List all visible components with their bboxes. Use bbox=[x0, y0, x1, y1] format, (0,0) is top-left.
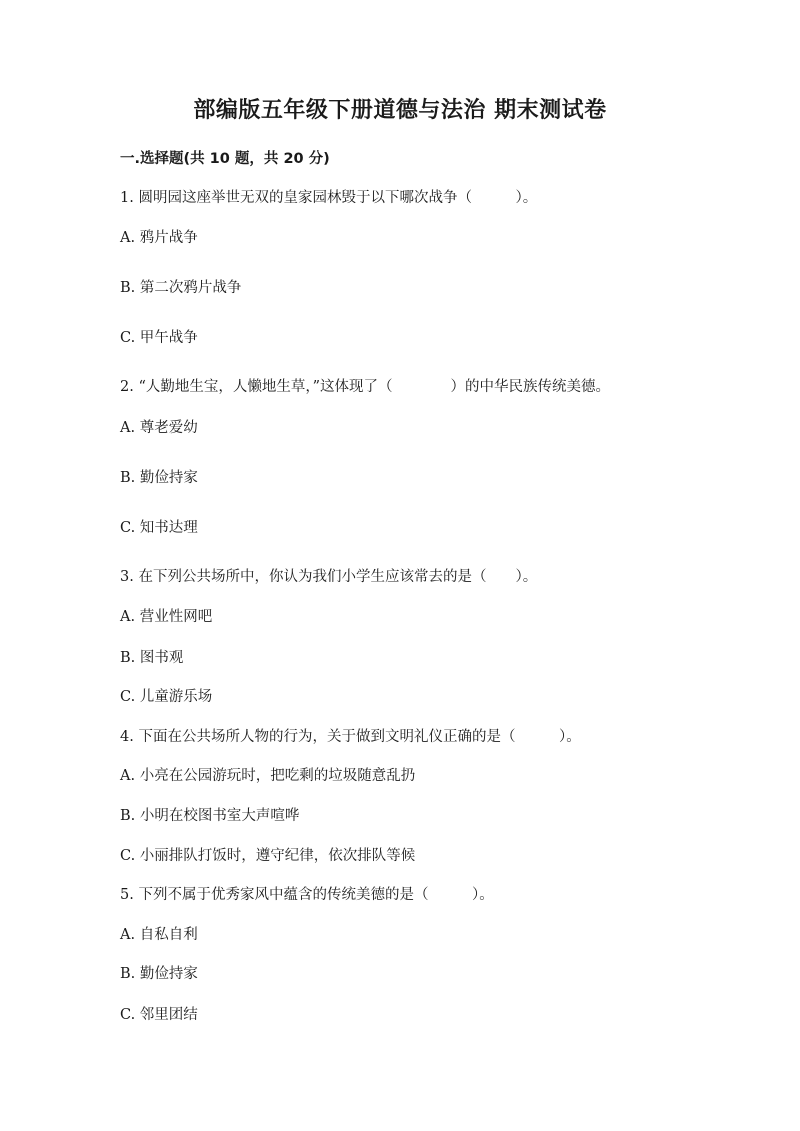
option-b: B. 图书观 bbox=[120, 650, 184, 666]
question-stem: 1. 圆明园这座举世无双的皇家园林毁于以下哪次战争（ ）。 bbox=[120, 190, 538, 206]
question-stem: 2. “人勤地生宝，人懒地生草，”这体现了（ ）的中华民族传统美德。 bbox=[120, 379, 611, 395]
option-a: A. 鸦片战争 bbox=[120, 230, 198, 246]
option-b: B. 勤俭持家 bbox=[120, 966, 198, 982]
question-stem: 3. 在下列公共场所中，你认为我们小学生应该常去的是（ ）。 bbox=[120, 569, 538, 585]
option-b: B. 勤俭持家 bbox=[120, 470, 198, 486]
option-a: A. 小亮在公园游玩时，把吃剩的垃圾随意乱扔 bbox=[120, 768, 416, 784]
option-c: C. 邻里团结 bbox=[120, 1007, 198, 1023]
option-c: C. 儿童游乐场 bbox=[120, 689, 213, 705]
question-stem: 5. 下列不属于优秀家风中蕴含的传统美德的是（ ）。 bbox=[120, 887, 494, 903]
option-c: C. 小丽排队打饭时，遵守纪律，依次排队等候 bbox=[120, 848, 416, 864]
option-b: B. 第二次鸦片战争 bbox=[120, 280, 242, 296]
page-title: 部编版五年级下册道德与法治 期末测试卷 bbox=[193, 98, 607, 123]
question-stem: 4. 下面在公共场所人物的行为，关于做到文明礼仪正确的是（ ）。 bbox=[120, 729, 581, 745]
option-c: C. 甲午战争 bbox=[120, 330, 198, 346]
option-c: C. 知书达理 bbox=[120, 520, 198, 536]
option-a: A. 尊老爱幼 bbox=[120, 420, 198, 436]
option-a: A. 营业性网吧 bbox=[120, 609, 213, 625]
section-heading: 一.选择题(共 10 题，共 20 分) bbox=[120, 151, 330, 167]
option-a: A. 自私自利 bbox=[120, 927, 198, 943]
option-b: B. 小明在校图书室大声喧哗 bbox=[120, 808, 300, 824]
